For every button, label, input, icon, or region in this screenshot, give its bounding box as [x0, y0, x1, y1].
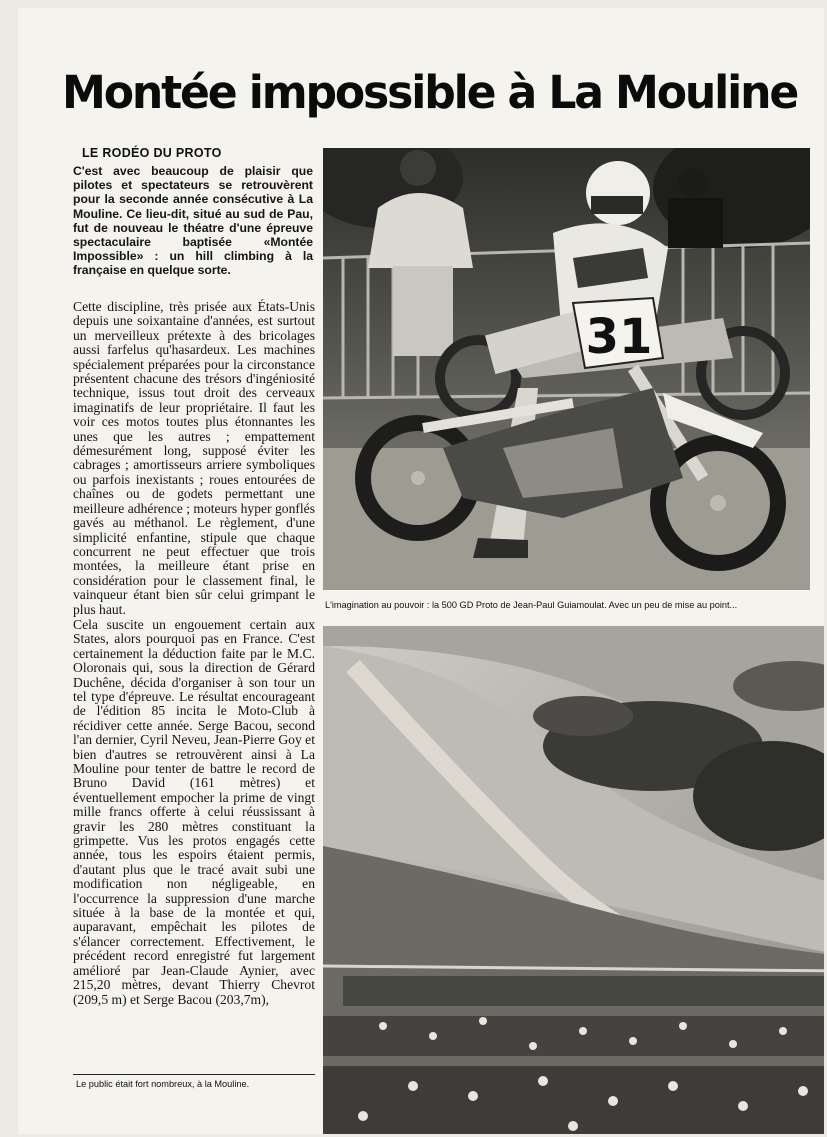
motorcycle-photo-graphic — [323, 148, 810, 590]
caption-rule — [73, 1074, 315, 1075]
crowd-hill-photo — [323, 626, 824, 1134]
photo-caption-crowd: Le public était fort nombreux, à la Mouline. — [76, 1079, 250, 1089]
magazine-page — [18, 8, 824, 1134]
article-body — [73, 300, 315, 1008]
photo-caption-motorcycle: L'imagination au pouvoir : la 500 GD Proto de Jean-Paul Guiamoulat. Avec un peu de mise au point... — [325, 600, 738, 610]
body-paragraph-2: Cela suscite un engouement certain aux States, alors pourquoi pas en France. C'est certainement la déduction faite par le M.C. Oloronais qui, sous la direction de Gérard Duchêne, décida d'organiser à son tour un tel type d'épreuve. Le résultat encourageant de l'édition 85 incita le Moto-Club à récidiver cette année. Serge Bacou, second l'an dernier, Cyril Neveu, Jean-Pierre Goy et bien d'autres se retrouvèrent ainsi à La Mouline pour tenter de battre le record de Bruno David (161 mètres) et éventuellement empocher la prime de vingt mille francs offerte à celui réussissant à gravir les 280 mètres constituant la grimpette. Vus les protos engagés cette année, tous les espoirs étaient permis, d'autant plus que le tracé avait subi une modification non négligeable, en l'occurrence la suppression d'une marche située à la base de la montée et qui, auparavant, empêchait les pilotes de s'élancer correctement. Effectivement, le précédent record enregistré fut largement amélioré par Jean-Claude Aynier, avec 215,20 mètres, devant Thierry Chevrot (209,5 m) et Serge Bacou (203,7m), — [73, 616, 315, 1007]
motorcycle-photo — [323, 148, 810, 590]
body-paragraph-1: Cette discipline, très prisée aux États-Unis depuis une soixantaine d'années, est surtout un merveilleux prétexte à des bricolages aussi farfelus qu'hasardeux. Les machines spécialement préparées pour la circonstance présentent chacune des trésors d'ingéniosité technique, issus tout droit des cerveaux imaginatifs de leur propriétaire. Il faut les voir ces motos toutes plus étonnantes les unes que les autres ; empattement démesurément long, supposé éviter les cabrages ; amortisseurs arriere symboliques ou parfois inexistants ; roues entourées de chaînes ou de godets permettant une meilleure adhérence ; moteurs hyper gonflés gavés au méthanol. Le règlement, d'une simplicité enfantine, stipule que chaque concurrent ne peut effectuer que trois montées, la meilleure étant prise en considération pour le classement final, le vainqueur étant bien sûr celui grimpant le plus haut. — [73, 299, 315, 617]
crowd-hill-photo-graphic — [323, 626, 824, 1134]
article-kicker: LE RODÉO DU PROTO — [82, 146, 222, 160]
bike-number: 31 — [585, 309, 653, 365]
article-headline: Montée impossible à La Mouline — [62, 66, 798, 119]
article-lead: C'est avec beaucoup de plaisir que pilotes et spectateurs se retrouvèrent pour la seconde année consécutive à La Mouline. Ce lieu-dit, situé au sud de Pau, fut de nouveau le théatre d'une épreuve spectaculaire baptisée «Montée Impossible» : un hill climbing à la française en quelque sorte. — [73, 164, 313, 278]
